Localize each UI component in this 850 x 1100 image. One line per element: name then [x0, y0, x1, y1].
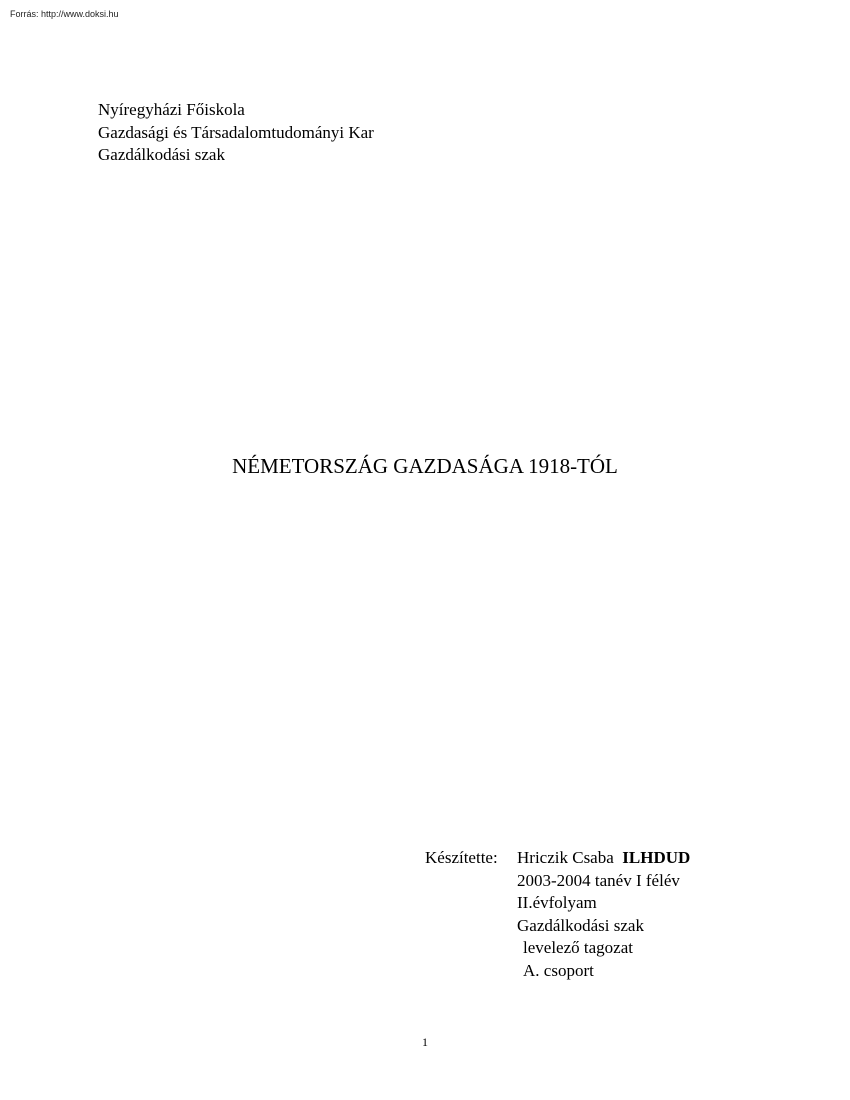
- program-name: Gazdálkodási szak: [98, 145, 225, 164]
- author-block: [425, 847, 690, 982]
- document-title: NÉMETORSZÁG GAZDASÁGA 1918-TÓL: [232, 454, 618, 478]
- institution-name: Nyíregyházi Főiskola: [98, 100, 245, 119]
- author-name: Hriczik Csaba: [517, 848, 614, 867]
- author-code: ILHDUD: [622, 848, 691, 867]
- page-number: 1: [422, 1035, 428, 1049]
- source-note: Forrás: http://www.doksi.hu: [10, 9, 119, 19]
- year-of-study: II.évfolyam: [517, 893, 597, 912]
- author-row: [425, 847, 690, 870]
- study-mode: levelező tagozat: [523, 938, 633, 957]
- author-label: Készítette:: [425, 848, 498, 867]
- program: Gazdálkodási szak: [517, 915, 644, 935]
- faculty-name: Gazdasági és Társadalomtudományi Kar: [98, 122, 374, 142]
- group: A. csoport: [523, 960, 594, 980]
- academic-year: 2003-2004 tanév I félév: [517, 870, 680, 890]
- institution-block: [98, 99, 374, 167]
